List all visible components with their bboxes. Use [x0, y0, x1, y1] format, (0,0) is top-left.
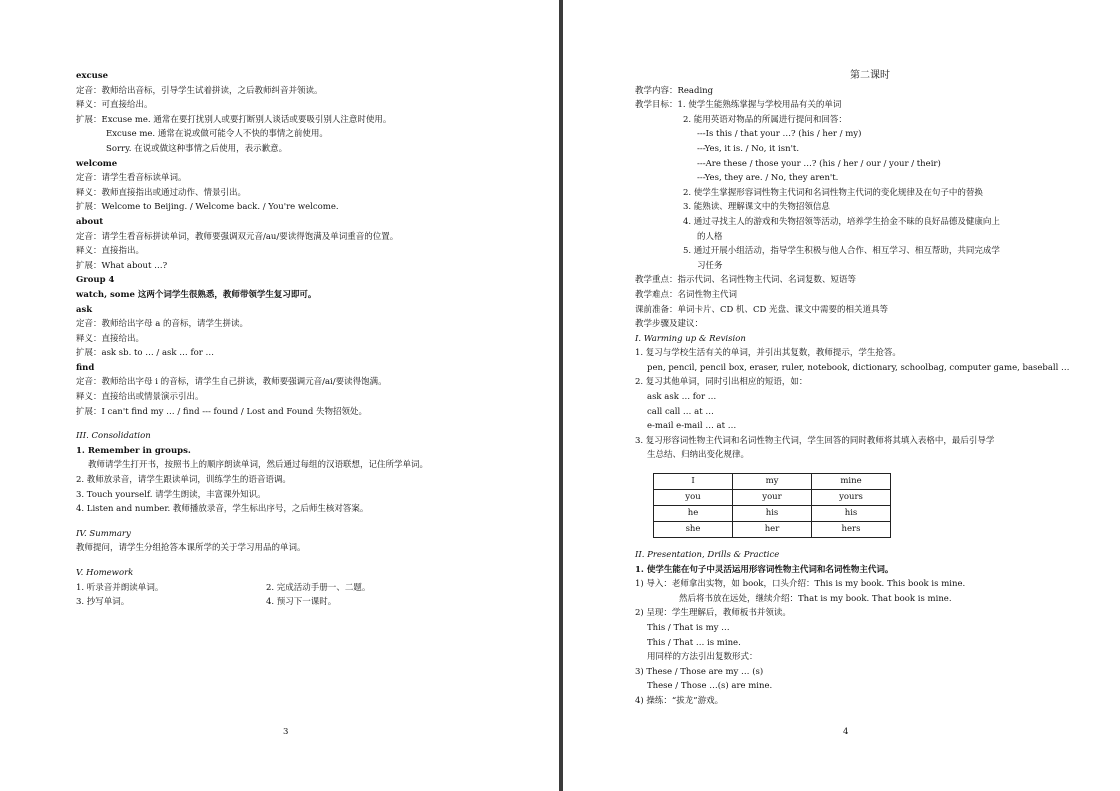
text-line: ---Yes, it is. / No, it isn't.: [697, 143, 800, 154]
table-cell: my: [733, 474, 812, 490]
text-line: 教学内容：Reading: [635, 85, 714, 96]
text-line: watch, some 这两个词学生很熟悉，教师带领学生复习即可。: [76, 289, 317, 300]
text-line: 定音：请学生看音标读单词。: [76, 173, 187, 184]
text-line: 扩展：Excuse me. 通常在要打扰别人或要打断别人谈话或要吸引别人注意时使用。: [76, 114, 392, 125]
text-line: I. Warming up & Revision: [635, 333, 746, 344]
text-line: II. Presentation, Drills & Practice: [635, 550, 780, 561]
text-line: 的人格: [697, 231, 723, 242]
table-cell: mine: [812, 474, 891, 490]
text-line: 1. 复习与学校生活有关的单词，并引出其复数，教师提示，学生抢答。: [635, 348, 901, 359]
text-line: 教学步骤及建议：: [635, 319, 704, 330]
text-line: ---Yes, they are. / No, they aren't.: [697, 173, 839, 184]
spacer: [76, 419, 536, 429]
text-line: ---Is this / that your …? (his / her / my): [697, 129, 862, 140]
page-4-text: [635, 69, 1105, 709]
text-line: 生总结、归纳出变化规律。: [647, 450, 750, 461]
table-cell: hers: [812, 522, 891, 538]
text-line: call call … at …: [647, 406, 714, 417]
text-line: 扩展：Welcome to Beijing. / Welcome back. / You're welcome.: [76, 202, 339, 213]
text-line: 释义：可直接给出。: [76, 100, 153, 111]
text-line: Excuse me. 通常在说或做可能令人不快的事情之前使用。: [106, 129, 328, 140]
text-line: V. Homework: [76, 568, 134, 578]
table-cell: her: [733, 522, 812, 538]
text-line: 教学难点：名词性物主代词: [635, 289, 738, 300]
table-row: [654, 490, 891, 506]
homework-item: 2. 完成活动手册一、二题。: [266, 582, 371, 593]
homework-item: 4. 预习下一课时。: [266, 597, 337, 608]
text-line: 释义：直接给出。: [76, 333, 145, 344]
text-line: 用同样的方法引出复数形式：: [647, 652, 758, 663]
text-line: 定音：教师给出音标，引导学生试着拼读，之后教师纠音并领读。: [76, 85, 323, 96]
table-cell: his: [812, 506, 891, 522]
text-line: e-mail e-mail … at …: [647, 421, 737, 432]
pronoun-table: [653, 473, 891, 538]
homework-item: 1. 听录音并朗读单词。: [76, 582, 164, 593]
table-row: [654, 474, 891, 490]
text-line: 4. Listen and number. 教师播放录音，学生标出序号，之后师生核对答案。: [76, 504, 369, 515]
text-line: ---Are these / those your …? (his / her / our / your / their): [697, 158, 941, 169]
text-line: 定音：教师给出字母 a 的音标，请学生拼读。: [76, 319, 248, 330]
text-line: 1. 使学生能在句子中灵活运用形容词性物主代词和名词性物主代词。: [635, 564, 894, 575]
text-line: 教学目标：1. 使学生能熟练掌握与学校用品有关的单词: [635, 100, 842, 111]
homework-item: 3. 抄写单词。: [76, 597, 130, 608]
text-line: 2. 使学生掌握形容词性物主代词和名词性物主代词的变化规律及在句子中的替换: [683, 187, 983, 198]
text-line: 4. 通过寻找主人的游戏和失物招领等活动，培养学生拾金不昧的良好品德及健康向上: [683, 216, 1000, 227]
text-line: IV. Summary: [76, 528, 131, 539]
text-line: 3. 复习形容词性物主代词和名词性物主代词，学生回答的同时教师将其填入表格中，最后引导学: [635, 435, 995, 446]
spacer: [76, 556, 536, 566]
table-row: [654, 506, 891, 522]
text-line: 3) These / Those are my … (s): [635, 666, 764, 677]
page-3: [0, 0, 559, 791]
homework-row: [76, 581, 536, 596]
text-line: find: [76, 362, 95, 373]
text-line: 5. 通过开展小组活动，指导学生积极与他人合作、相互学习、相互帮助，共同完成学: [683, 246, 1000, 257]
homework-row: [76, 595, 536, 610]
text-line: excuse: [76, 71, 109, 81]
text-line: about: [76, 216, 104, 227]
spacer: [76, 517, 536, 527]
homework-list: [76, 581, 536, 610]
page-3-text: [76, 69, 536, 610]
text-line: This / That is my …: [647, 623, 730, 633]
page-number: 4: [843, 727, 849, 737]
table-cell: his: [733, 506, 812, 522]
text-line: 释义：直接给出或情景演示引出。: [76, 392, 204, 403]
lesson-title: 第二课时: [850, 70, 890, 81]
text-line: ask ask … for …: [647, 392, 717, 403]
text-line: 教学重点：指示代词、名词性物主代词、名词复数、短语等: [635, 275, 857, 286]
table-row: [654, 522, 891, 538]
table-cell: he: [654, 506, 733, 522]
text-line: 释义：教师直接指出或通过动作、情景引出。: [76, 187, 247, 198]
text-line: 3. 能熟读、理解课文中的失物招领信息: [683, 202, 830, 213]
page-4: [563, 0, 1120, 791]
table-cell: she: [654, 522, 733, 538]
text-line: This / That … is mine.: [647, 637, 741, 648]
text-line: 4) 操练：“拔龙”游戏。: [635, 695, 724, 706]
text-line: 扩展：ask sb. to … / ask … for …: [76, 348, 215, 359]
text-line: pen, pencil, pencil box, eraser, ruler, notebook, dictionary, schoolbag, computer game, baseball …: [647, 362, 1070, 373]
text-line: 定音：教师给出字母 i 的音标，请学生自己拼读，教师要强调元音/ai/要读得饱满。: [76, 377, 387, 388]
text-line: Group 4: [76, 275, 115, 286]
text-line: 教师提问，请学生分组抢答本课所学的关于学习用品的单词。: [76, 543, 306, 554]
text-line: These / Those …(s) are mine.: [647, 681, 773, 692]
text-line: 扩展：What about …?: [76, 260, 168, 271]
text-line: 教师请学生打开书，按照书上的顺序朗读单词，然后通过每组的汉语联想，记住所学单词。: [88, 460, 429, 471]
text-line: 2) 呈现：学生理解后，教师板书并领读。: [635, 608, 791, 619]
table-cell: yours: [812, 490, 891, 506]
text-line: 1. Remember in groups.: [76, 445, 191, 456]
text-line: 释义：直接指出。: [76, 246, 145, 257]
text-line: 然后将书放在远处，继续介绍：That is my book. That book is mine.: [679, 593, 952, 604]
page-number: 3: [283, 727, 289, 737]
table-cell: I: [654, 474, 733, 490]
text-line: 定音：请学生看音标拼读单词，教师要强调双元音/au/要读得饱满及单词重音的位置。: [76, 231, 399, 242]
text-line: ask: [76, 304, 93, 315]
text-line: Sorry. 在说或做这种事情之后使用，表示歉意。: [106, 143, 288, 154]
text-line: 3. Touch yourself. 请学生朗读，丰富课外知识。: [76, 489, 266, 500]
text-line: III. Consolidation: [76, 431, 151, 442]
table-cell: you: [654, 490, 733, 506]
text-line: 习任务: [697, 260, 723, 271]
text-line: 扩展：I can't find my … / find --- found / Lost and Found 失物招领处。: [76, 406, 368, 417]
text-line: 2. 复习其他单词，同时引出相应的短语，如：: [635, 377, 808, 388]
text-line: welcome: [76, 158, 118, 169]
text-line: 2. 教师放录音，请学生跟读单词，训练学生的语音语调。: [76, 475, 291, 486]
text-line: 1) 导入：老师拿出实物，如 book，口头介绍：This is my book. This book is mine.: [635, 579, 966, 590]
table-cell: your: [733, 490, 812, 506]
text-line: 2. 能用英语对物品的所属进行提问和回答：: [683, 114, 847, 125]
text-line: 课前准备：单词卡片、CD 机、CD 光盘、课文中需要的相关道具等: [635, 304, 889, 315]
